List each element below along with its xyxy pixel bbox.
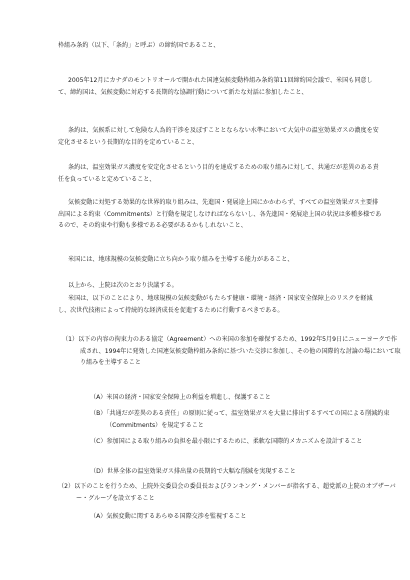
paragraph-3: 条約は、気候系に対して危険な人為的干渉を及ぼすこととならない水準において大気中の温室効果ガスの濃度を安定化させるという長期的な目的を定めていること、 [58, 127, 379, 146]
item-1-a: （A）米国の経済・国家安全保障上の利益を増進し、保護すること [90, 394, 271, 401]
paragraph-1: 枠組み条約（以下、「条約」と呼ぶ）の締約国であること、 [58, 42, 220, 49]
item-2: （2）以下のことを行うため、上院外交委員会の委員長およびランキング・メンバーが指名する、超党派の上院のオブザーバー・グループを設立すること [58, 483, 396, 502]
paragraph-6: 米国には、地球規模の気候変動に立ち向かう取り組みを主導する能力があること、 [68, 256, 294, 263]
paragraph-5: 気候変動に対処する効果的な世界的取り組みは、先進国・発展途上国にかかわらず、すべての温室効果ガス主要排出国による約束（Commitments）と行動を規定しなければならないし、各先進国・発展途上国の状況は多種多様であるので、その約束や行動も多様である必要があるかもしれないこと、 [58, 199, 382, 230]
item-1-d: （D）世界全体の温室効果ガス排出量の長期的で大幅な削減を実現すること [90, 468, 296, 475]
paragraph-2: 2005年12月にカナダのモントリオールで開かれた国連気候変動枠組み条約第11回締約国会議で、米国も同意して、締約国は、気候変動に対応する長期的な協調行動について新たな対話に参加したこと、 [58, 77, 373, 96]
paragraph-8: 米国は、以下のことにより、地球規模の気候変動がもたらす健康・環境・経済・国家安全保障上のリスクを軽減し、次世代技術によって持続的な経済成長を促進するために行動するべきである。 [58, 295, 373, 314]
item-1-b: （B）「共通だが差異のある責任」の原則に従って、温室効果ガスを大量に排出するすべての国による削減約束（Commitments）を規定すること [90, 410, 390, 429]
paragraph-7: 以上から、上院は次のとおり決議する。 [68, 282, 178, 289]
paragraph-4: 条約は、温室効果ガス濃度を安定化させるという目的を達成するための取り組みに対して、共通だが差異のある責任を負っていると定めていること、 [58, 164, 379, 183]
item-1: （1）以下の内容の拘束力のある協定（Agreement）への米国の参加を確保するため、1992年5月9日にニューヨークで作成され、1994年に発効した国連気候変動枠組み条約に基づいた交渉に参加し、その他の国際的な討論の場において取り組みを主導すること [62, 336, 401, 367]
item-2-a: （A）気候変動に関するあらゆる国際交渉を監視すること [90, 513, 247, 520]
item-1-c: （C）参加国による取り組みの負担を最小限にするために、柔軟な国際的メカニズムを設計すること [90, 438, 363, 445]
